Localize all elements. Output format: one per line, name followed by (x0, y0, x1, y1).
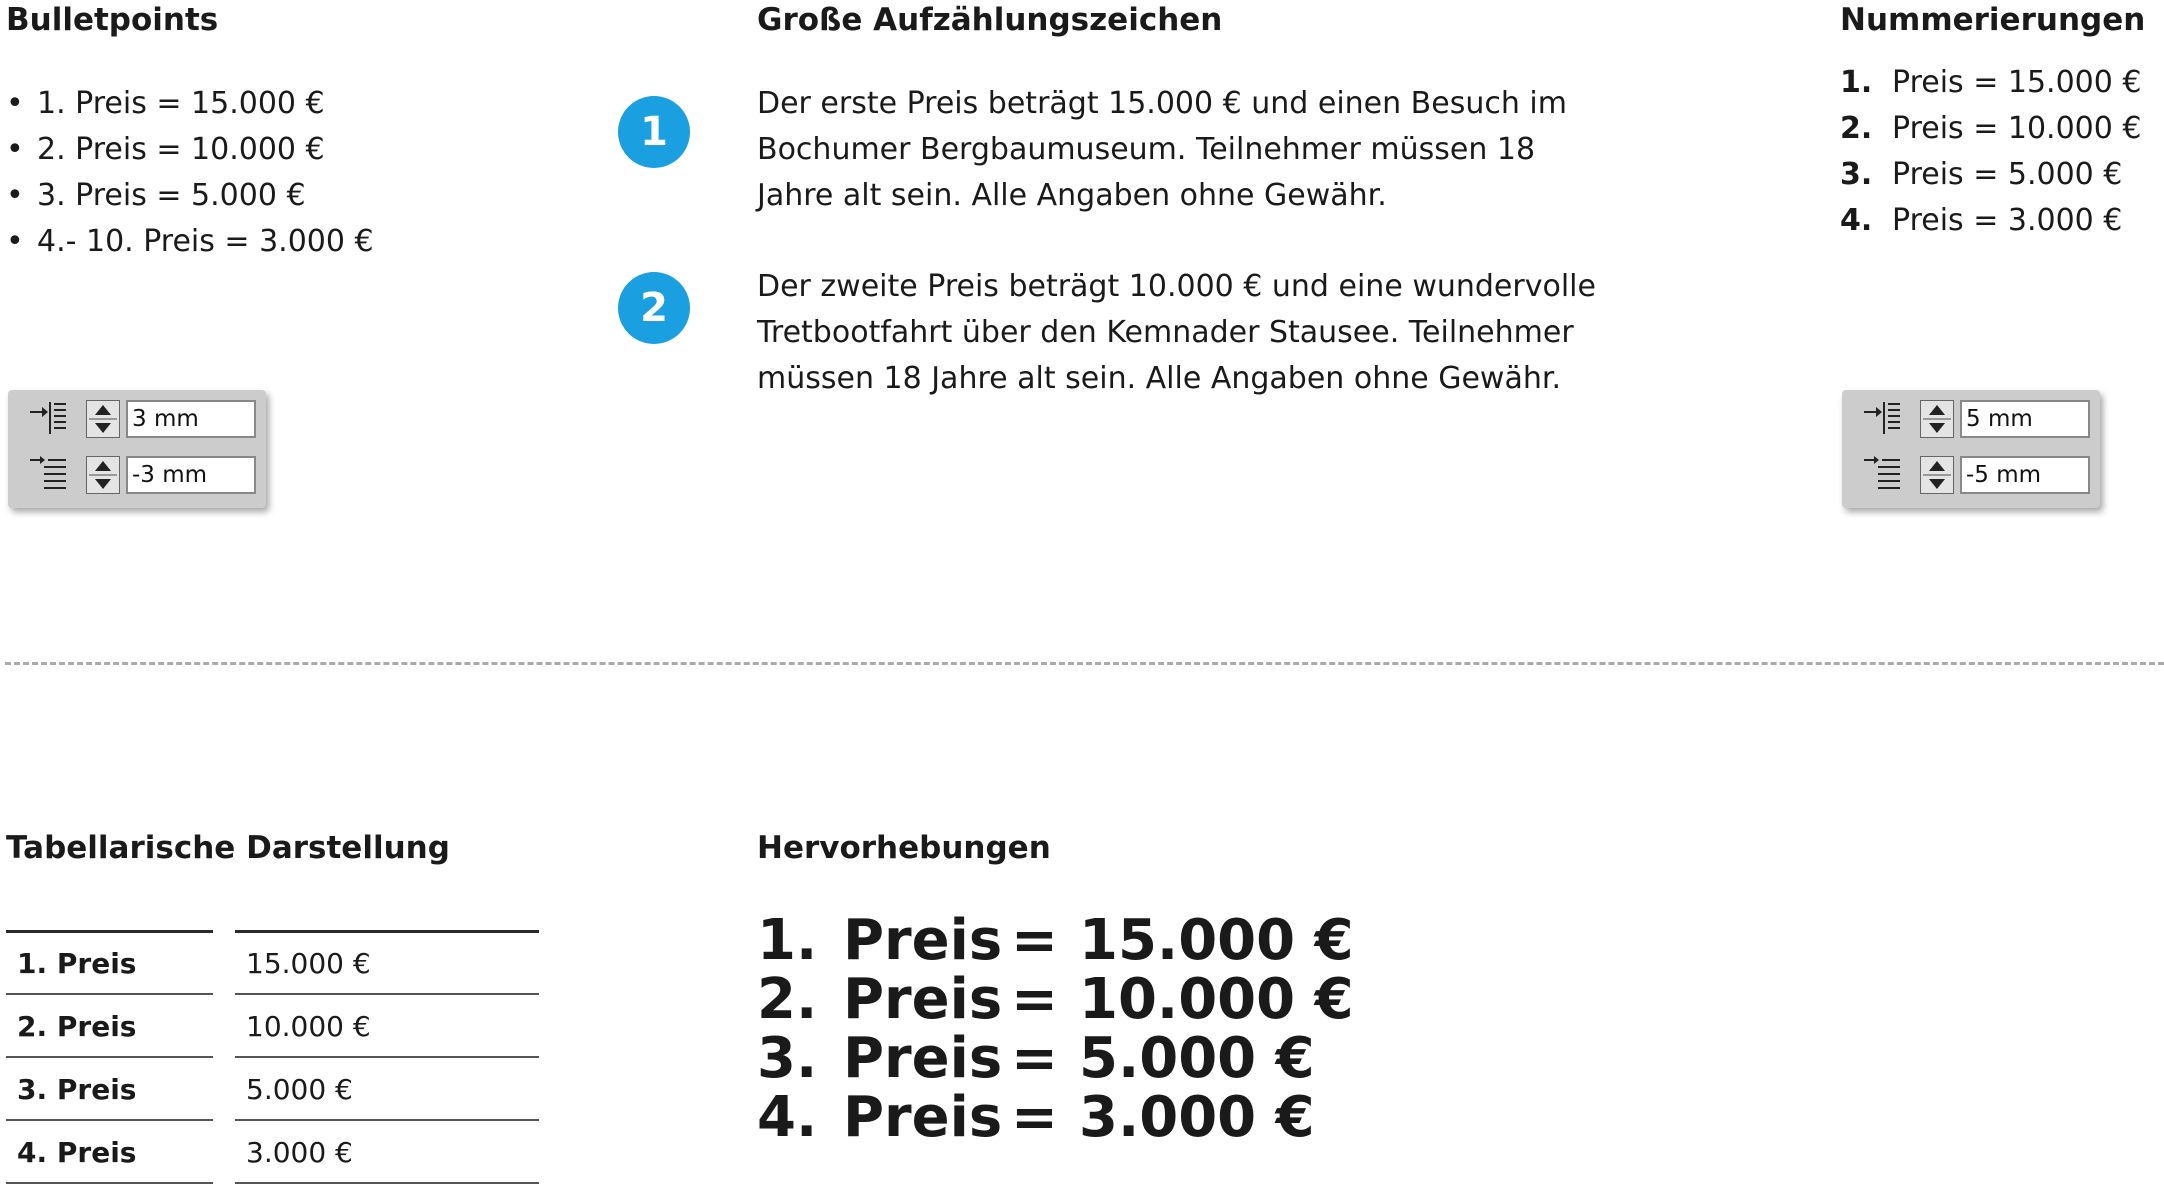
highlight-equals: = (1011, 1026, 1058, 1091)
list-item-text: 2. Preis = 10.000 € (37, 132, 325, 167)
table-row (6, 1121, 546, 1184)
table-cell-label: 4. Preis (17, 1136, 137, 1169)
indent-panel (8, 390, 266, 508)
list-item-text: Preis = 15.000 € (1892, 65, 2142, 100)
paragraph-line: Tretbootfahrt über den Kemnader Stausee. Teilnehmer (757, 315, 1574, 350)
left-indent-stepper[interactable] (1920, 400, 1954, 438)
first-line-indent-icon (28, 454, 68, 494)
highlight-word: Preis (843, 1026, 1003, 1091)
bullet-marker: • (6, 132, 24, 167)
bullet-list (6, 81, 374, 265)
first-line-indent-field[interactable]: -5 mm (1960, 456, 2090, 494)
list-item-text: 3. Preis = 5.000 € (37, 178, 306, 213)
first-line-indent-icon (1862, 454, 1902, 494)
highlight-equals: = (1011, 967, 1058, 1032)
paragraph-line: Der erste Preis beträgt 15.000 € und einen Besuch im (757, 86, 1567, 121)
paragraph-line: Bochumer Bergbaumuseum. Teilnehmer müssen 18 (757, 132, 1536, 167)
highlight-number: 1. (757, 908, 818, 973)
left-indent-icon (28, 398, 68, 438)
first-line-indent-row (1856, 452, 2096, 496)
highlight-number: 4. (757, 1085, 818, 1150)
left-indent-stepper[interactable] (86, 400, 120, 438)
bullet-marker: • (6, 224, 24, 259)
left-indent-row (1856, 396, 2096, 440)
bulletpoints-heading: Bulletpoints (6, 2, 219, 38)
list-number: 3. (1840, 157, 1873, 192)
paragraph-line: Jahre alt sein. Alle Angaben ohne Gewähr. (757, 178, 1387, 213)
bullet-marker: • (6, 178, 24, 213)
left-indent-icon (1862, 398, 1902, 438)
highlight-word: Preis (843, 908, 1003, 973)
list-item-text: Preis = 3.000 € (1892, 203, 2123, 238)
table-cell-value: 15.000 € (246, 947, 371, 980)
table-cell-value: 3.000 € (246, 1136, 353, 1169)
left-indent-field[interactable]: 3 mm (126, 400, 256, 438)
list-number: 1. (1840, 65, 1873, 100)
highlight-equals: = (1011, 908, 1058, 973)
table-cell-value: 10.000 € (246, 1010, 371, 1043)
list-item (6, 127, 374, 173)
list-item (6, 173, 374, 219)
first-line-indent-stepper[interactable] (1920, 456, 1954, 494)
highlight-equals: = (1011, 1085, 1058, 1150)
table-cell-label: 2. Preis (17, 1010, 137, 1043)
table-row (6, 1058, 546, 1121)
list-item (6, 81, 374, 127)
table-cell-label: 1. Preis (17, 947, 137, 980)
grosse-aufzaehlungszeichen-heading: Große Aufzählungszeichen (757, 2, 1223, 38)
first-line-indent-field[interactable]: -3 mm (126, 456, 256, 494)
left-indent-row (22, 396, 262, 440)
list-item-text: 4.- 10. Preis = 3.000 € (37, 224, 374, 259)
list-item-text: Preis = 5.000 € (1892, 157, 2123, 192)
paragraph (757, 264, 1596, 402)
highlight-amount: 15.000 € (1079, 908, 1354, 973)
highlight-number: 3. (757, 1026, 818, 1091)
hervorhebungen-heading: Hervorhebungen (757, 830, 1051, 866)
table-cell-value: 5.000 € (246, 1073, 353, 1106)
list-item-text: 1. Preis = 15.000 € (37, 86, 325, 121)
nummerierungen-heading: Nummerierungen (1840, 2, 2146, 38)
left-indent-field[interactable]: 5 mm (1960, 400, 2090, 438)
table-row (6, 932, 546, 995)
paragraph-line: müssen 18 Jahre alt sein. Alle Angaben ohne Gewähr. (757, 361, 1561, 396)
table-row-rule (6, 1182, 213, 1184)
first-line-indent-row (22, 452, 262, 496)
highlight-amount: 5.000 € (1079, 1026, 1315, 1091)
table-cell-label: 3. Preis (17, 1073, 137, 1106)
highlight-amount: 3.000 € (1079, 1085, 1315, 1150)
list-number: 2. (1840, 111, 1873, 146)
highlight-amount: 10.000 € (1079, 967, 1354, 1032)
number-circle-marker: 2 (618, 272, 690, 344)
list-item-text: Preis = 10.000 € (1892, 111, 2142, 146)
highlight-word: Preis (843, 1085, 1003, 1150)
paragraph-line: Der zweite Preis beträgt 10.000 € und eine wundervolle (757, 269, 1596, 304)
list-number: 4. (1840, 203, 1873, 238)
highlight-number: 2. (757, 967, 818, 1032)
indent-panel (1842, 390, 2100, 508)
bullet-marker: • (6, 86, 24, 121)
table-row-rule (235, 1182, 539, 1184)
highlight-word: Preis (843, 967, 1003, 1032)
list-item (6, 219, 374, 265)
number-circle-marker: 1 (618, 96, 690, 168)
paragraph (757, 81, 1567, 219)
tabellarische-darstellung-heading: Tabellarische Darstellung (6, 830, 450, 866)
first-line-indent-stepper[interactable] (86, 456, 120, 494)
table-row (6, 995, 546, 1058)
section-divider (5, 662, 2164, 665)
